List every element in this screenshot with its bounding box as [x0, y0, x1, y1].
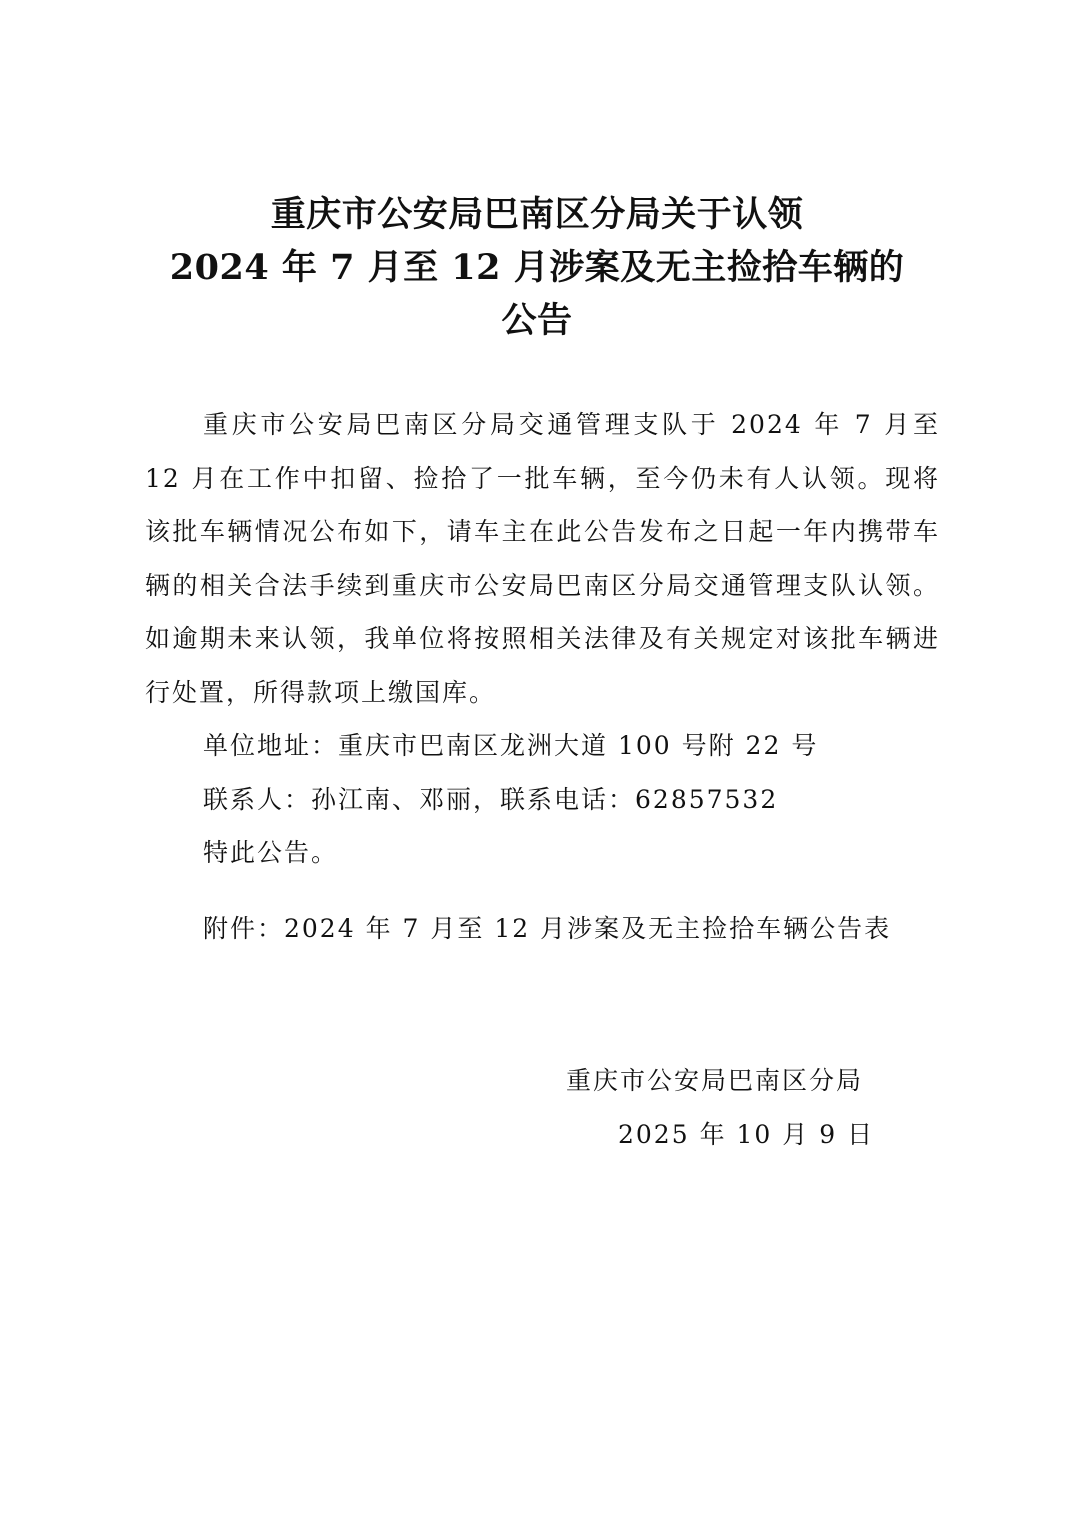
title-line-2: 2024 年 7 月至 12 月涉案及无主捡拾车辆的 [169, 247, 905, 288]
issue-date: 2025 年 10 月 9 日 [618, 1119, 875, 1149]
notice-title [0, 188, 1074, 347]
main-paragraph: 重庆市公安局巴南区分局交通管理支队于 2024 年 7 月至 12 月在工作中扣留、捡拾了一批车辆，至今仍未有人认领。现将该批车辆情况公布如下，请车主在此公告发布之日起一年内携带车辆的相关合法手续到重庆市公安局巴南区分局交通管理支队认领。如逾期未来认领，我单位将按照相关法律及有关规定对该批车辆进行处置，所得款项上缴国库。 [145, 410, 940, 707]
title-line-3: 公告 [501, 300, 573, 341]
attachment-line: 附件：2024 年 7 月至 12 月涉案及无主捡拾车辆公告表 [203, 914, 892, 943]
address-line: 单位地址：重庆市巴南区龙洲大道 100 号附 22 号 [203, 731, 819, 760]
notice-body [145, 398, 940, 880]
signature-block [566, 1054, 874, 1161]
issuer-name: 重庆市公安局巴南区分局 [566, 1066, 864, 1095]
contact-line: 联系人：孙江南、邓丽，联系电话：62857532 [203, 784, 779, 814]
closing-line: 特此公告。 [203, 838, 339, 867]
title-line-1: 重庆市公安局巴南区分局关于认领 [270, 194, 804, 235]
